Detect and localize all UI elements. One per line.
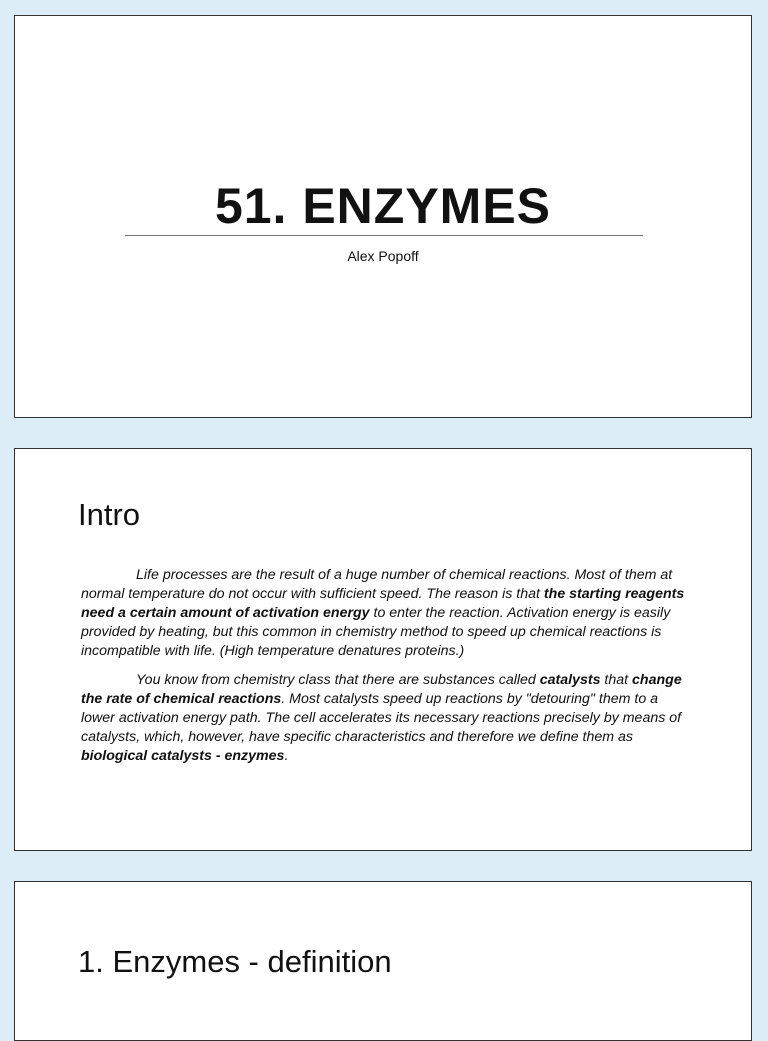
slide-heading-intro: Intro: [78, 497, 141, 532]
author-name: Alex Popoff: [347, 248, 419, 264]
text-run: .: [284, 748, 289, 764]
emphasis-text: change the rate of chemical reactions: [81, 672, 682, 707]
slide-heading-definition: 1. Enzymes - definition: [78, 944, 392, 979]
text-run: You know from chemistry class that there are substances called: [136, 672, 540, 688]
presentation-title: 51. ENZYMES: [214, 178, 552, 234]
text-run: Life processes are the result of a huge number of chemical reactions. Most of them at normal temperature do not occur with sufficient speed. The reason is that: [81, 567, 673, 602]
intro-body: [81, 566, 691, 776]
text-run: to enter the reaction. Activation energy is easily provided by heating, but this common in chemistry method to speed up chemical reactions is incompatible with life. (High temperature denatures proteins.): [81, 605, 671, 659]
slide-definition: [14, 881, 752, 1041]
slide-intro: [14, 448, 752, 851]
emphasis-text: the starting reagents need a certain amount of activation energy: [81, 586, 685, 621]
text-run: . Most catalysts speed up reactions by "detouring" them to a lower activation energy path. The cell accelerates its necessary reactions precisely by means of catalysts, which, however, have specific characteristics and therefore we define them as: [81, 691, 682, 745]
intro-paragraph-2: [81, 671, 691, 766]
text-run: that: [600, 672, 633, 688]
intro-paragraph-1: [81, 566, 691, 661]
emphasis-text: biological catalysts - enzymes: [81, 748, 285, 764]
title-divider: [125, 235, 643, 236]
slide-title: [14, 15, 752, 418]
emphasis-text: catalysts: [539, 672, 601, 688]
